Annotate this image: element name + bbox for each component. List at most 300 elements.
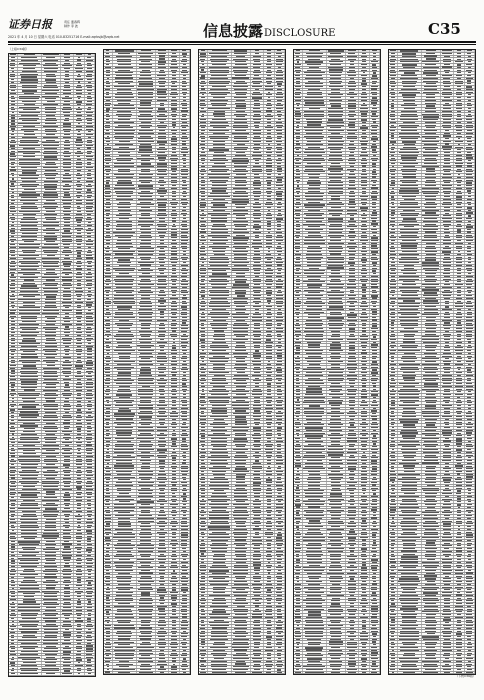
fine-print-text xyxy=(23,500,35,501)
table-cell xyxy=(85,170,95,172)
table-cell xyxy=(104,292,113,294)
fine-print-text xyxy=(21,79,38,81)
fine-print-text xyxy=(182,143,186,145)
fine-print-text xyxy=(22,71,37,72)
table-cell xyxy=(85,227,95,229)
fine-print-text xyxy=(117,182,132,184)
table-cell xyxy=(74,156,84,158)
table-cell xyxy=(85,618,95,620)
table-cell xyxy=(113,146,137,148)
fine-print-text xyxy=(182,81,186,82)
table-cell xyxy=(74,656,84,658)
fine-print-text xyxy=(158,119,165,120)
fine-print-text xyxy=(113,268,135,269)
fine-print-text xyxy=(10,511,15,512)
fine-print-text xyxy=(181,284,188,285)
fine-print-text xyxy=(88,239,91,240)
table-cell xyxy=(9,343,18,345)
fine-print-text xyxy=(86,156,93,157)
table-cell xyxy=(85,252,95,254)
table-cell xyxy=(61,263,75,265)
fine-print-text xyxy=(140,196,152,197)
table-cell xyxy=(156,100,170,102)
table-cell xyxy=(9,478,18,480)
fine-print-text xyxy=(172,402,177,403)
fine-print-text xyxy=(139,83,153,85)
table-cell xyxy=(180,284,190,286)
fine-print-text xyxy=(76,162,82,163)
table-cell xyxy=(113,300,137,302)
fine-print-text xyxy=(114,400,134,401)
fine-print-text xyxy=(105,105,110,106)
table-cell xyxy=(18,461,42,463)
fine-print-text xyxy=(77,505,82,506)
fine-print-text xyxy=(118,152,129,153)
table-cell xyxy=(74,274,84,276)
fine-print-text xyxy=(64,519,69,520)
fine-print-text xyxy=(172,220,176,222)
table-cell xyxy=(61,362,75,364)
table-cell xyxy=(42,637,61,639)
fine-print-text xyxy=(44,459,57,460)
fine-print-text xyxy=(22,362,35,363)
table-cell xyxy=(180,441,190,443)
fine-print-text xyxy=(86,558,93,559)
table-cell xyxy=(18,623,42,625)
fine-print-text xyxy=(183,452,186,453)
table-cell xyxy=(74,277,84,279)
table-cell xyxy=(169,380,179,382)
fine-print-text xyxy=(159,188,165,189)
table-cell xyxy=(156,339,170,341)
table-cell xyxy=(18,258,42,260)
table-cell xyxy=(85,62,95,64)
fine-print-text xyxy=(157,116,166,117)
table-cell xyxy=(180,122,190,124)
table-cell xyxy=(85,365,95,367)
table-cell xyxy=(18,313,42,315)
fine-print-text xyxy=(44,236,57,237)
fine-print-text xyxy=(64,420,70,421)
fine-print-text xyxy=(87,120,92,121)
fine-print-text xyxy=(87,214,91,215)
table-cell xyxy=(156,413,170,415)
fine-print-text xyxy=(139,474,153,475)
fine-print-text xyxy=(46,434,55,435)
table-cell xyxy=(137,460,156,462)
fine-print-text xyxy=(115,281,132,282)
table-cell xyxy=(61,293,75,295)
table-cell xyxy=(180,89,190,91)
fine-print-text xyxy=(115,253,133,255)
table-cell xyxy=(18,315,42,317)
table-cell xyxy=(156,144,170,146)
table-cell xyxy=(113,413,137,415)
table-cell xyxy=(180,111,190,113)
fine-print-text xyxy=(114,174,133,175)
fine-print-text xyxy=(44,354,56,355)
table-cell xyxy=(180,72,190,74)
table-cell xyxy=(9,555,18,557)
table-cell xyxy=(169,432,179,434)
table-cell xyxy=(74,524,84,526)
table-cell xyxy=(180,336,190,338)
table-cell xyxy=(18,376,42,378)
fine-print-text xyxy=(63,217,70,218)
table-cell xyxy=(9,456,18,458)
table-cell xyxy=(85,101,95,103)
fine-print-text xyxy=(117,92,132,93)
fine-print-text xyxy=(77,519,80,520)
fine-print-text xyxy=(44,244,58,245)
fine-print-text xyxy=(77,318,81,319)
fine-print-text xyxy=(158,226,166,227)
table-cell xyxy=(85,392,95,394)
fine-print-text xyxy=(138,251,154,252)
fine-print-text xyxy=(183,166,187,167)
table-cell xyxy=(9,318,18,320)
fine-print-text xyxy=(63,533,70,534)
fine-print-text xyxy=(159,400,166,401)
table-cell xyxy=(137,171,156,173)
fine-print-text xyxy=(22,101,36,102)
fine-print-text xyxy=(44,637,57,638)
table-cell xyxy=(61,200,75,202)
fine-print-text xyxy=(183,251,187,252)
fine-print-text xyxy=(138,394,153,395)
fine-print-text xyxy=(106,224,110,225)
table-cell xyxy=(169,97,179,99)
table-cell xyxy=(113,476,137,478)
fine-print-text xyxy=(78,525,81,526)
fine-print-text xyxy=(62,239,72,240)
fine-print-text xyxy=(87,668,91,669)
table-cell xyxy=(61,381,75,383)
table-cell xyxy=(104,369,113,371)
fine-print-text xyxy=(140,114,152,115)
table-cell xyxy=(137,226,156,228)
fine-print-text xyxy=(63,624,71,625)
table-cell xyxy=(85,71,95,73)
fine-print-text xyxy=(77,508,82,509)
table-cell xyxy=(18,57,42,59)
fine-print-text xyxy=(45,285,57,286)
table-cell xyxy=(169,320,179,322)
fine-print-text xyxy=(19,107,39,108)
fine-print-text xyxy=(171,81,177,82)
fine-print-text xyxy=(20,654,38,655)
table-cell xyxy=(85,65,95,67)
table-cell xyxy=(104,339,113,341)
table-cell xyxy=(180,146,190,148)
table-cell xyxy=(169,226,179,228)
fine-print-text xyxy=(43,514,57,515)
fine-print-text xyxy=(64,349,70,350)
table-cell xyxy=(18,60,42,62)
fine-print-text xyxy=(159,438,164,439)
table-cell xyxy=(180,311,190,313)
fine-print-text xyxy=(10,376,15,377)
fine-print-text xyxy=(76,472,83,473)
fine-print-text xyxy=(44,576,57,578)
fine-print-text xyxy=(11,197,14,198)
fine-print-text xyxy=(171,306,178,307)
table-cell xyxy=(156,212,170,214)
fine-print-text xyxy=(21,57,37,58)
fine-print-text xyxy=(140,433,152,434)
fine-print-text xyxy=(105,320,110,321)
fine-print-text xyxy=(159,328,165,329)
table-cell xyxy=(74,467,84,469)
table-cell xyxy=(61,208,75,210)
table-cell xyxy=(169,168,179,170)
fine-print-text xyxy=(86,398,92,399)
fine-print-text xyxy=(106,457,109,458)
fine-print-text xyxy=(105,56,110,57)
table-cell xyxy=(180,298,190,300)
table-cell xyxy=(9,513,18,515)
table-cell xyxy=(61,651,75,653)
fine-print-text xyxy=(106,122,110,123)
fine-print-text xyxy=(141,268,149,269)
fine-print-text xyxy=(21,613,38,614)
fine-print-text xyxy=(183,375,186,376)
fine-print-text xyxy=(76,338,82,339)
table-cell xyxy=(85,637,95,639)
fine-print-text xyxy=(171,243,177,244)
fine-print-text xyxy=(171,350,177,351)
fine-print-text xyxy=(139,317,152,318)
fine-print-text xyxy=(77,112,80,113)
fine-print-text xyxy=(20,497,38,498)
table-cell xyxy=(137,251,156,253)
fine-print-text xyxy=(181,213,187,214)
table-cell xyxy=(137,339,156,341)
table-cell xyxy=(61,585,75,587)
table-cell xyxy=(18,563,42,565)
fine-print-text xyxy=(11,164,14,165)
fine-print-text xyxy=(171,391,177,392)
fine-print-text xyxy=(140,100,152,101)
table-cell xyxy=(169,135,179,137)
fine-print-text xyxy=(137,166,154,167)
table-cell xyxy=(18,541,42,543)
fine-print-text xyxy=(63,186,71,187)
table-cell xyxy=(169,86,179,88)
fine-print-text xyxy=(171,130,177,131)
fine-print-text xyxy=(21,60,38,61)
table-cell xyxy=(9,216,18,218)
table-cell xyxy=(85,370,95,372)
table-cell xyxy=(169,196,179,198)
fine-print-text xyxy=(106,94,109,95)
fine-print-text xyxy=(87,65,92,66)
fine-print-text xyxy=(87,662,91,663)
table-cell xyxy=(104,179,113,181)
fine-print-text xyxy=(116,418,133,420)
table-cell xyxy=(85,230,95,232)
fine-print-text xyxy=(181,257,188,258)
table-cell xyxy=(74,175,84,177)
fine-print-text xyxy=(105,191,111,192)
fine-print-text xyxy=(86,371,93,372)
fine-print-text xyxy=(65,522,69,523)
fine-print-text xyxy=(42,453,58,454)
table-cell xyxy=(61,172,75,174)
fine-print-text xyxy=(45,79,56,81)
table-cell xyxy=(85,269,95,271)
fine-print-text xyxy=(88,54,91,55)
table-cell xyxy=(137,350,156,352)
fine-print-text xyxy=(87,63,91,64)
fine-print-text xyxy=(88,601,91,603)
fine-print-text xyxy=(11,514,15,515)
fine-print-text xyxy=(76,71,83,72)
fine-print-text xyxy=(118,248,131,249)
fine-print-text xyxy=(141,328,149,329)
fine-print-text xyxy=(11,544,16,545)
fine-print-text xyxy=(172,411,177,412)
table-cell xyxy=(137,408,156,410)
table-cell xyxy=(74,505,84,507)
table-cell xyxy=(169,333,179,335)
table-cell xyxy=(137,281,156,283)
fine-print-text xyxy=(12,602,14,603)
table-cell xyxy=(169,157,179,159)
fine-print-text xyxy=(171,180,177,181)
fine-print-text xyxy=(87,101,91,102)
fine-print-text xyxy=(114,188,135,189)
table-cell xyxy=(61,128,75,130)
fine-print-text xyxy=(64,332,70,333)
table-cell xyxy=(85,354,95,356)
fine-print-text xyxy=(62,65,71,66)
fine-print-text xyxy=(106,350,110,351)
fine-print-text xyxy=(10,239,16,240)
table-cell xyxy=(104,141,113,143)
table-cell xyxy=(113,72,137,74)
table-cell xyxy=(9,442,18,444)
fine-print-text xyxy=(172,191,176,192)
fine-print-text xyxy=(140,397,152,398)
table-cell xyxy=(113,281,137,283)
table-cell xyxy=(156,394,170,396)
table-cell xyxy=(9,475,18,477)
table-cell xyxy=(9,128,18,130)
fine-print-text xyxy=(63,582,71,583)
table-cell xyxy=(61,117,75,119)
fine-print-text xyxy=(140,229,151,230)
table-cell xyxy=(18,632,42,634)
fine-print-text xyxy=(106,364,109,365)
table-cell xyxy=(137,232,156,234)
fine-print-text xyxy=(11,406,14,407)
table-cell xyxy=(42,142,61,144)
fine-print-text xyxy=(106,435,109,436)
table-cell xyxy=(74,159,84,161)
fine-print-text xyxy=(181,149,188,150)
table-cell xyxy=(18,137,42,139)
fine-print-text xyxy=(46,228,54,229)
table-cell xyxy=(156,303,170,305)
fine-print-text xyxy=(105,158,111,159)
fine-print-text xyxy=(87,508,91,509)
fine-print-text xyxy=(45,123,57,124)
table-cell xyxy=(18,329,42,331)
table-cell xyxy=(104,50,113,52)
table-cell xyxy=(104,416,113,418)
fine-print-text xyxy=(64,142,70,143)
fine-print-text xyxy=(171,213,177,214)
fine-print-text xyxy=(160,122,164,123)
fine-print-text xyxy=(22,511,36,512)
fine-print-text xyxy=(119,141,130,142)
table-cell xyxy=(156,325,170,327)
fine-print-text xyxy=(77,494,80,495)
table-cell xyxy=(180,452,190,454)
table-cell xyxy=(113,289,137,291)
fine-print-text xyxy=(87,536,92,537)
fine-print-text xyxy=(23,283,34,284)
table-cell xyxy=(169,78,179,80)
table-cell xyxy=(42,456,61,458)
table-cell xyxy=(61,648,75,650)
table-cell xyxy=(9,467,18,469)
fine-print-text xyxy=(106,110,109,112)
fine-print-text xyxy=(171,251,176,252)
fine-print-text xyxy=(21,494,37,496)
table-cell xyxy=(85,552,95,554)
fine-print-text xyxy=(64,288,70,289)
table-cell xyxy=(74,436,84,438)
fine-print-text xyxy=(141,182,149,183)
table-cell xyxy=(74,348,84,350)
table-cell xyxy=(42,673,61,675)
fine-print-text xyxy=(160,394,164,395)
fine-print-text xyxy=(87,467,92,468)
table-cell xyxy=(18,291,42,293)
table-cell xyxy=(42,362,61,364)
fine-print-text xyxy=(182,136,187,137)
table-cell xyxy=(104,344,113,346)
table-cell xyxy=(61,428,75,430)
table-cell xyxy=(85,225,95,227)
table-cell xyxy=(18,340,42,342)
table-cell xyxy=(169,342,179,344)
fine-print-text xyxy=(23,153,34,154)
table-cell xyxy=(156,135,170,137)
fine-print-text xyxy=(172,433,175,434)
fine-print-text xyxy=(160,185,164,186)
table-cell xyxy=(113,83,137,85)
table-cell xyxy=(85,478,95,480)
fine-print-text xyxy=(44,497,57,498)
table-cell xyxy=(9,186,18,188)
table-cell xyxy=(42,126,61,128)
fine-print-text xyxy=(157,100,166,101)
fine-print-text xyxy=(88,93,91,94)
fine-print-text xyxy=(181,138,188,139)
fine-print-text xyxy=(21,236,36,237)
fine-print-text xyxy=(181,174,188,175)
table-cell xyxy=(113,278,137,280)
fine-print-text xyxy=(46,519,56,520)
table-cell xyxy=(61,260,75,262)
fine-print-text xyxy=(43,428,58,429)
table-cell xyxy=(104,226,113,228)
fine-print-text xyxy=(138,254,153,255)
fine-print-text xyxy=(76,90,82,91)
